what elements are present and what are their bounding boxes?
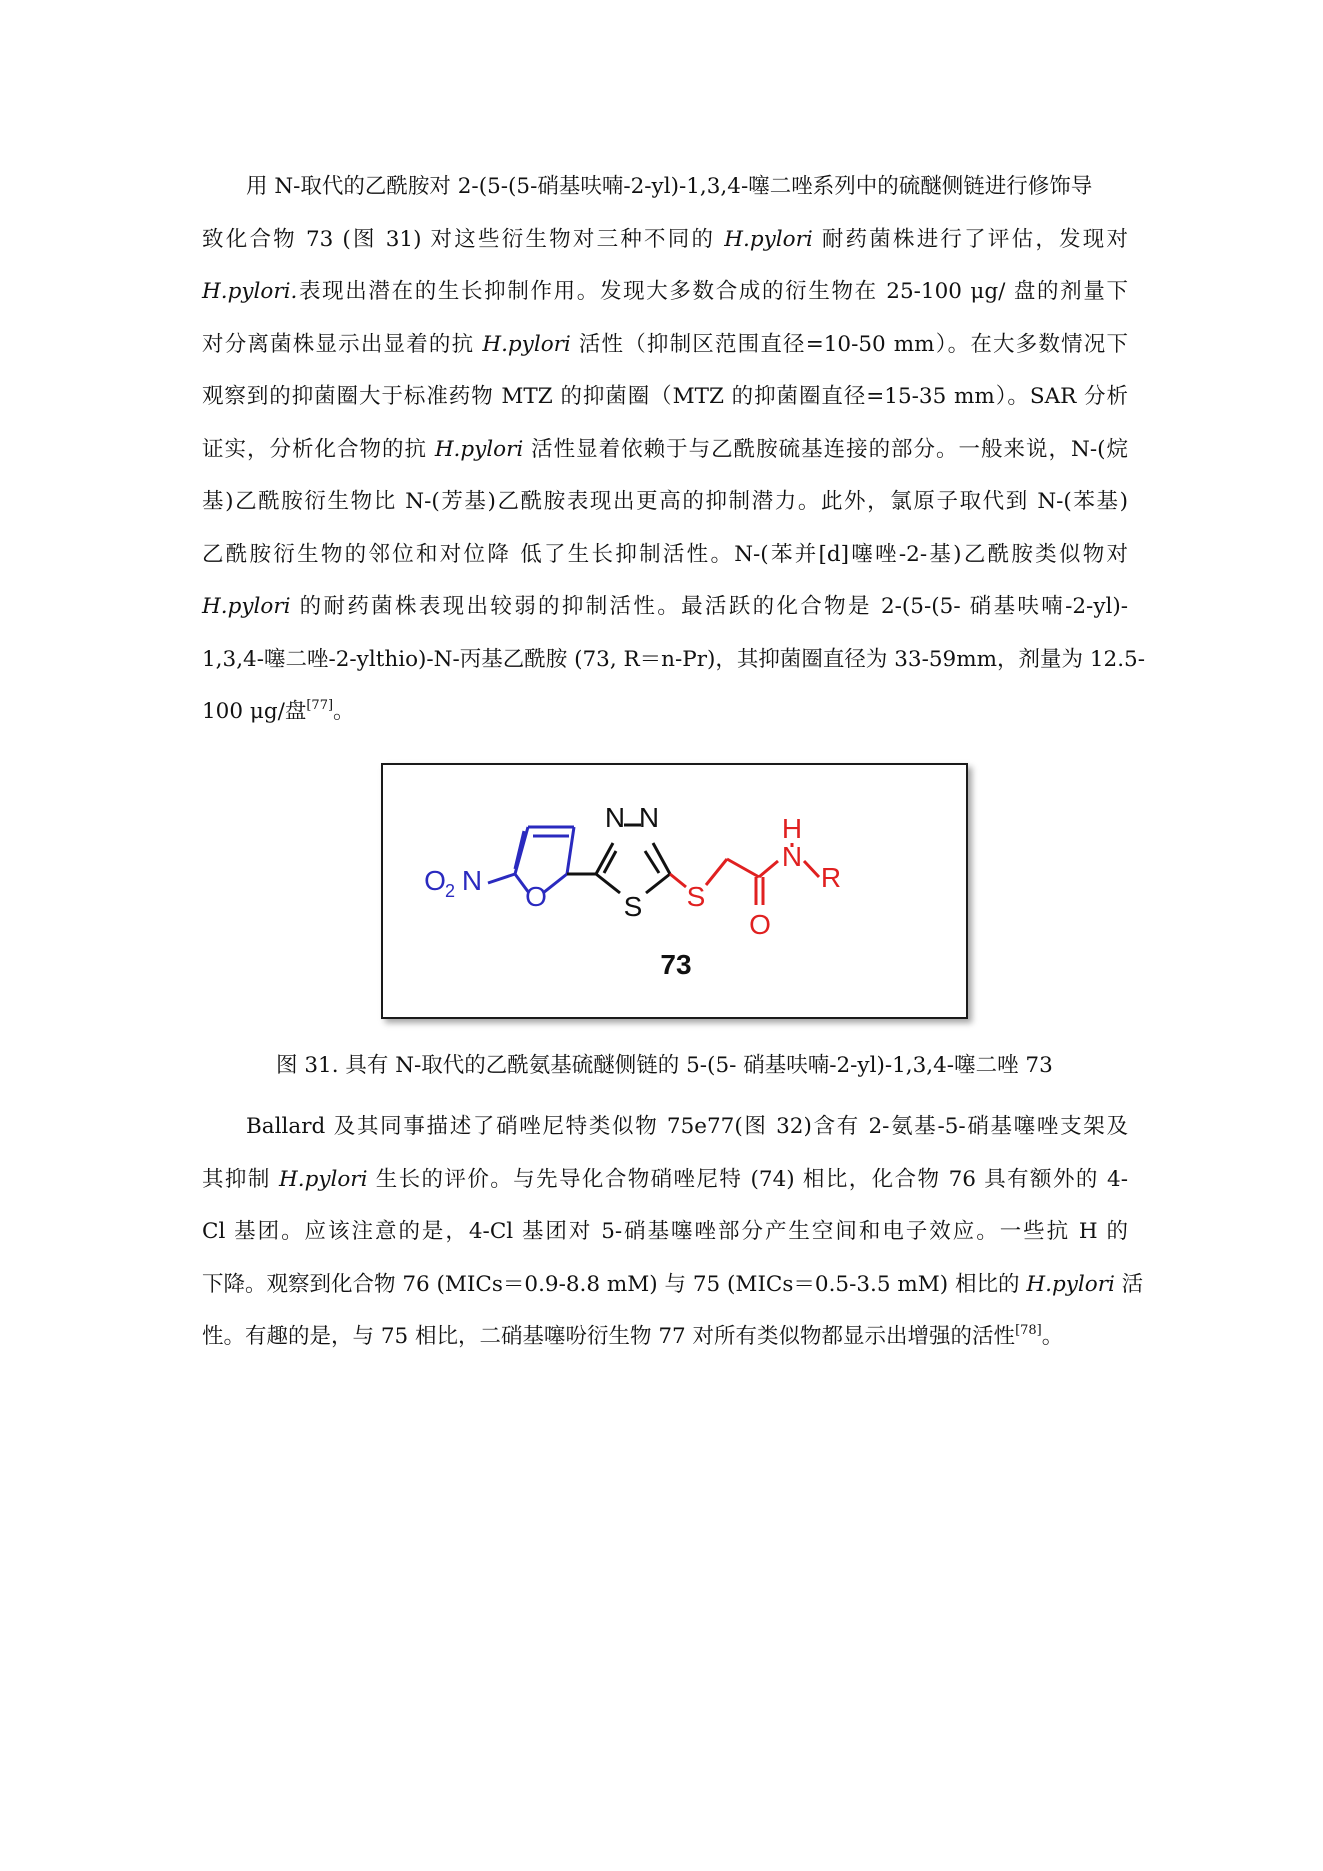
p2-line-4: 下降。观察到化合物 76 (MICs＝0.9-8.8 mM) 与 75 (MICs＝0.5-3.5 mM) 相比的 H.pylori 活	[202, 1271, 1144, 1297]
p1-line-6: 证实，分析化合物的抗 H.pylori 活性显着依赖于与乙酰胺硫基连接的部分。一般来说，N-(烷	[202, 436, 1128, 462]
amide-nitrogen-atom: N	[781, 841, 803, 872]
compound-number: 73	[660, 949, 692, 980]
subscript-2: 2	[444, 881, 456, 901]
species-name: H.pylori	[278, 1166, 368, 1192]
p1-line-9: H.pylori 的耐药菌株表现出较弱的抑制活性。最活跃的化合物是 2-(5-(5- 硝基呋喃-2-yl)-	[202, 594, 1128, 619]
p1-line-2: 致化合物 73 (图 31) 对这些衍生物对三种不同的 H.pylori 耐药菌株进行了评估，发现对	[202, 226, 1128, 252]
species-name: H.pylori	[202, 594, 291, 619]
citation-ref: [77]	[306, 698, 334, 713]
p1-line-5: 观察到的抑菌圈大于标准药物 MTZ 的抑菌圈（MTZ 的抑菌圈直径=15-35 mm）。SAR 分析	[202, 384, 1128, 409]
p1-line-11: 100 μg/盘[77]。	[202, 698, 355, 724]
nitrogen-atom: N	[638, 802, 660, 833]
ring-sulfur-atom: S	[623, 891, 643, 922]
p1-line-8: 乙酰胺衍生物的邻位和对位降 低了生长抑制活性。N-(苯并[d]噻唑-2-基)乙酰胺类似物对	[202, 541, 1128, 567]
nitrogen-atom: N	[604, 802, 626, 833]
p1-line-7: 基)乙酰胺衍生物比 N-(芳基)乙酰胺表现出更高的抑制潜力。此外，氯原子取代到 N-(苯基)	[202, 489, 1128, 514]
p1-line-3: H.pylori.表现出潜在的生长抑制作用。发现大多数合成的衍生物在 25-100 μg/ 盘的剂量下	[202, 279, 1128, 304]
figure-caption: 图 31. 具有 N-取代的乙酰氨基硫醚侧链的 5-(5- 硝基呋喃-2-yl)-1,3,4-噻二唑 73	[276, 1053, 1053, 1078]
furan-oxygen-atom: O	[525, 881, 547, 912]
p2-line-3: Cl 基团。应该注意的是，4-Cl 基团对 5-硝基噻唑部分产生空间和电子效应。一些抗 H 的	[202, 1219, 1128, 1244]
species-name: H.pylori	[1026, 1271, 1115, 1297]
paragraph-1	[202, 161, 1145, 739]
carbonyl-oxygen-atom: O	[749, 909, 771, 940]
p2-line-2: 其抑制 H.pylori 生长的评价。与先导化合物硝唑尼特 (74) 相比，化合物 76 具有额外的 4-	[202, 1166, 1128, 1192]
species-name: H.pylori.	[202, 279, 298, 304]
paragraph-2	[202, 1101, 1144, 1364]
species-name: H.pylori	[482, 331, 571, 357]
r-group-label: R	[820, 862, 842, 893]
thiadiazole-bonds	[567, 825, 670, 893]
oxygen-atom: O	[424, 865, 446, 896]
p1-line-10: 1,3,4-噻二唑-2-ylthio)-N-丙基乙酰胺 (73, R＝n-Pr)，其抑菌圈直径为 33-59mm，剂量为 12.5-	[202, 646, 1145, 672]
compound-73-structure	[383, 765, 966, 1017]
hydrogen-atom: H	[781, 813, 803, 844]
p2-line-5: 性。有趣的是，与 75 相比，二硝基噻吩衍生物 77 对所有类似物都显示出增强的活性[78]。	[202, 1323, 1064, 1349]
p1-line-4: 对分离菌株显示出显着的抗 H.pylori 活性（抑制区范围直径=10-50 mm）。在大多数情况下	[202, 331, 1128, 357]
p1-line-1: 用 N-取代的乙酰胺对 2-(5-(5-硝基呋喃-2-yl)-1,3,4-噻二唑系列中的硫醚侧链进行修饰导	[246, 174, 1093, 199]
citation-ref: [78]	[1015, 1323, 1042, 1338]
species-name: H.pylori	[724, 226, 813, 252]
nitrogen-atom: N	[461, 865, 483, 896]
structure-figure	[381, 763, 968, 1019]
thioether-sulfur-atom: S	[686, 881, 706, 912]
p2-line-1: Ballard 及其同事描述了硝唑尼特类似物 75e77(图 32)含有 2-氨基-5-硝基噻唑支架及	[246, 1114, 1128, 1139]
species-name: H.pylori	[434, 436, 524, 462]
